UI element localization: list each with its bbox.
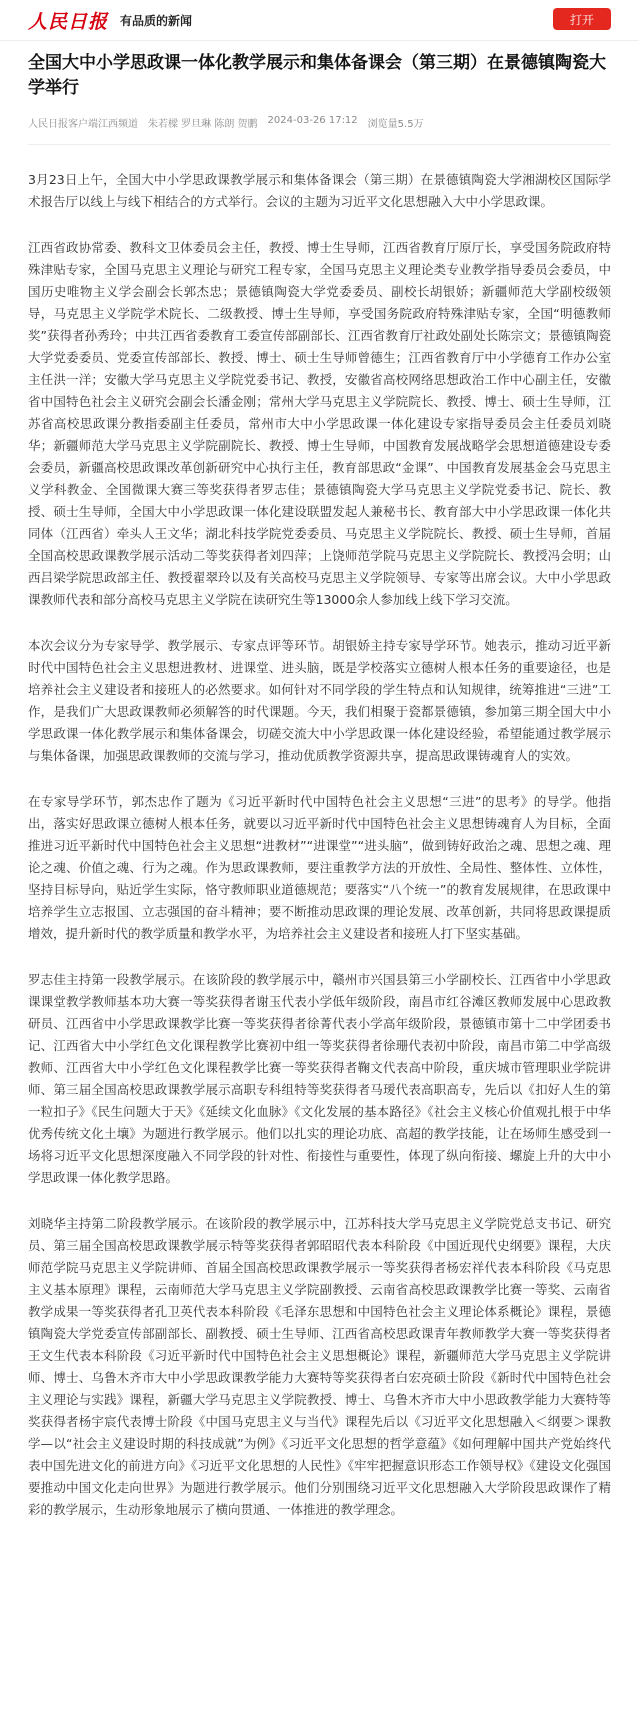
article-paragraph: 本次会议分为专家导学、教学展示、专家点评等环节。胡银娇主持专家导学环节。她表示，推动习近平新时代中国特色社会主义思想进教材、进课堂、进头脑，既是学校落实立德树人根本任务的重要途径，也是培养社会主义建设者和接班人的必然要求。如何针对不同学段的学生特点和认知规律，统筹推进“三进”工作，是我们广大思政课教师必须解答的时代课题。今天，我们相聚于瓷都景德镇，参加第三期全国大中小学思政课一体化教学展示和集体备课会，切磋交流大中小学思政课一体化建设经验，希望能通过教学展示与集体备课，加强思政课教师的交流与学习，推动优质教学资源共享，提高思政课铸魂育人的实效。: [28, 638, 611, 763]
slogan: 有品质的新闻: [120, 13, 193, 28]
article-meta: [28, 115, 611, 130]
article-body: [28, 169, 611, 1521]
article-datetime: 2024-03-26 17:12: [267, 115, 358, 126]
divider: [28, 144, 611, 145]
article-title: 全国大中小学思政课一体化教学展示和集体备课会（第三期）在景德镇陶瓷大学举行: [28, 53, 606, 98]
article-paragraph: 刘晓华主持第二阶段教学展示。在该阶段的教学展示中，江苏科技大学马克思主义学院党总支书记、研究员、第三届全国高校思政课教学展示特等奖获得者郭昭昭代表本科阶段《中国近现代史纲要》课程，大庆师范学院马克思主义学院讲师、首届全国高校思政课教学展示一等奖获得者杨宏祥代表本科阶段《马克思主义基本原理》课程，云南师范大学马克思主义学院副教授、云南省高校思政课教学比赛一等奖、云南省教学成果一等奖获得者孔卫英代表本科阶段《毛泽东思想和中国特色社会主义理论体系概论》课程，景德镇陶瓷大学党委宣传部副部长、副教授、硕士生导师、江西省高校思政课青年教师教学大赛一等奖获得者王文生代表本科阶段《习近平新时代中国特色社会主义思想概论》课程，新疆师范大学马克思主义学院讲师、博士、乌鲁木齐市大中小学思政课教学能力大赛特等奖获得者白宏亮硕士阶段《新时代中国特色社会主义理论与实践》课程，新疆大学马克思主义学院教授、博士、乌鲁木齐市大中小思政教学能力大赛特等奖获得者杨宇宸代表博士阶段《中国马克思主义与当代》课程先后以《习近平文化思想融入＜纲要＞课教学—以“社会主义建设时期的科技成就”为例》《习近平文化思想的哲学意蕴》《如何理解中国共产党始终代表中国先进文化的前进方向》《习近平文化思想的人民性》《牢牢把握意识形态工作领导权》《建设文化强国要推动中国文化走向世界》为题进行教学展示。他们分别围绕习近平文化思想融入大学阶段思政课作了精彩的教学展示，生动形象地展示了横向贯通、一体推进的教学理念。: [28, 1216, 611, 1517]
article-paragraph: 在专家导学环节，郭杰忠作了题为《习近平新时代中国特色社会主义思想“三进”的思考》的导学。他指出，落实好思政课立德树人根本任务，就要以习近平新时代中国特色社会主义思想铸魂育人为目标，全面推进习近平新时代中国特色社会主义思想“进教材”“进课堂”“进头脑”，做到铸好政治之魂、思想之魂、理论之魂、价值之魂、行为之魂。作为思政课教师，要注重教学方法的开放性、全局性、整体性、立体性，坚持目标导向，贴近学生实际，恪守教师职业道德规范；要落实“八个统一”的教育发展规律，在思政课中培养学生立志报国、立志强国的奋斗精神；要不断推动思政课的理论发展、改革创新，共同将思政课提质增效，提升新时代的教学质量和教学水平，为培养社会主义建设者和接班人打下坚实基础。: [28, 794, 611, 941]
open-app-button[interactable]: 打开: [553, 8, 611, 30]
article-source: 人民日报客户端江西频道: [28, 119, 138, 130]
people-daily-logo[interactable]: 人民日报: [28, 10, 109, 33]
article-views: 浏览量5.5万: [367, 119, 424, 130]
article-paragraph: 3月23日上午，全国大中小学思政课教学展示和集体备课会（第三期）在景德镇陶瓷大学湘湖校区国际学术报告厅以线上与线下相结合的方式举行。会议的主题为习近平文化思想融入大中小学思政课。: [28, 172, 611, 209]
top-bar: [0, 0, 639, 41]
article-paragraph: 江西省政协常委、教科文卫体委员会主任，教授、博士生导师，江西省教育厅原厅长，享受国务院政府特殊津贴专家，全国马克思主义理论与研究工程专家，全国马克思主义理论类专业教学指导委员会委员，中国历史唯物主义学会副会长郭杰忠；景德镇陶瓷大学党委委员、副校长胡银娇；新疆师范大学副校级领导，马克思主义学院学术院长、二级教授、博士生导师，享受国务院政府特殊津贴专家，全国“明德教师奖”获得者孙秀玲；中共江西省委教育工委宣传部副部长、江西省教育厅社政处副处长陈宗文；景德镇陶瓷大学党委委员、党委宣传部部长、教授、博士、硕士生导师曾德生；江西省教育厅中小学德育工作办公室主任洪一洋；安徽大学马克思主义学院党委书记、教授，安徽省高校网络思想政治工作中心副主任，安徽省中国特色社会主义研究会副会长潘金刚；常州大学马克思主义学院院长、教授、博士、硕士生导师，江苏省高校思政课分教指委副主任委员，常州市大中小学思政课一体化建设专家指导委员会主任委员刘晓华；新疆师范大学马克思主义学院副院长、教授、博士生导师，中国教育发展战略学会思想道德建设专委会委员，新疆高校思政课改革创新研究中心执行主任，教育部思政“金课”、中国教育发展基金会马克思主义学科教金、全国微课大赛三等奖获得者罗志佳；景德镇陶瓷大学马克思主义学院党委书记、院长、教授、硕士生导师，全国大中小学思政课一体化建设联盟发起人兼秘书长、教育部大中小学思政课一体化共同体（江西省）牵头人王文华；湖北科技学院党委委员、马克思主义学院院长、教授、硕士生导师，首届全国高校思政课教学展示活动二等奖获得者刘四萍；上饶师范学院马克思主义学院院长、教授冯会明；山西吕梁学院思政部主任、教授翟翠玲以及有关高校马克思主义学院领导、专家等出席会议。大中小学思政课教师代表和部分高校马克思主义学院在读研究生等13000余人参加线上线下学习交流。: [28, 240, 611, 607]
article-authors: 朱若樑 罗旦琳 陈朗 贺鹏: [148, 119, 258, 130]
article-paragraph: 罗志佳主持第一段教学展示。在该阶段的教学展示中，赣州市兴国县第三小学副校长、江西省中小学思政课课堂教学教师基本功大赛一等奖获得者谢玉代表小学低年级阶段，南昌市红谷滩区教师发展中心思政教研员、江西省中小学思政课教学比赛一等奖获得者徐菁代表小学高年级阶段，景德镇市第十二中学团委书记、江西省大中小学红色文化课程教学比赛初中组一等奖获得者徐珊代表初中阶段，南昌市第二中学高级教师、江西省大中小学红色文化课程教学比赛一等奖获得者鞠文代表高中阶段，重庆城市管理职业学院讲师、第三届全国高校思政课教学展示高职专科组特等奖获得者马瑷代表高职高专，先后以《扣好人生的第一粒扣子》《民生问题大于天》《延续文化血脉》《文化发展的基本路径》《社会主义核心价值观扎根于中华优秀传统文化土壤》为题进行教学展示。他们以扎实的理论功底、高超的教学技能，让在场师生感受到一场将习近平文化思想深度融入不同学段的针对性、衔接性与重要性，体现了纵向衔接、螺旋上升的大中小学思政课一体化教学思路。: [28, 972, 611, 1185]
